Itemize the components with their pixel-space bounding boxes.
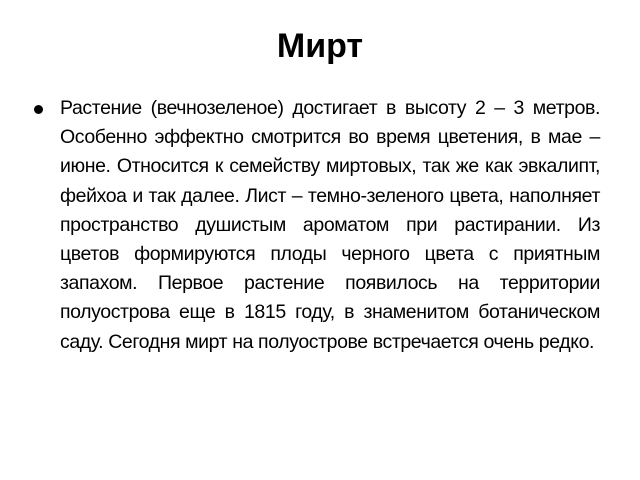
bullet-text: Растение (вечнозеленое) достигает в высоту 2 – 3 метров. Особенно эффектно смотрится во время цветения, в мае – июне. Относится к семейству миртовых, так же как эвкалипт, фейхоа и так далее. Лист – темно-зеленого цвета, наполняет пространство душистым ароматом при растирании. Из цветов формируются плоды черного цвета с приятным запахом. Первое растение появилось на территории полуострова еще в 1815 году, в знаменитом ботаническом саду. Сегодня мирт на полуострове встречается очень редко. [60,97,600,353]
bullet-dot-icon [34,105,43,114]
bullet-list [30,94,600,357]
bullet-item [30,94,600,357]
slide-title: Мирт [276,27,364,65]
